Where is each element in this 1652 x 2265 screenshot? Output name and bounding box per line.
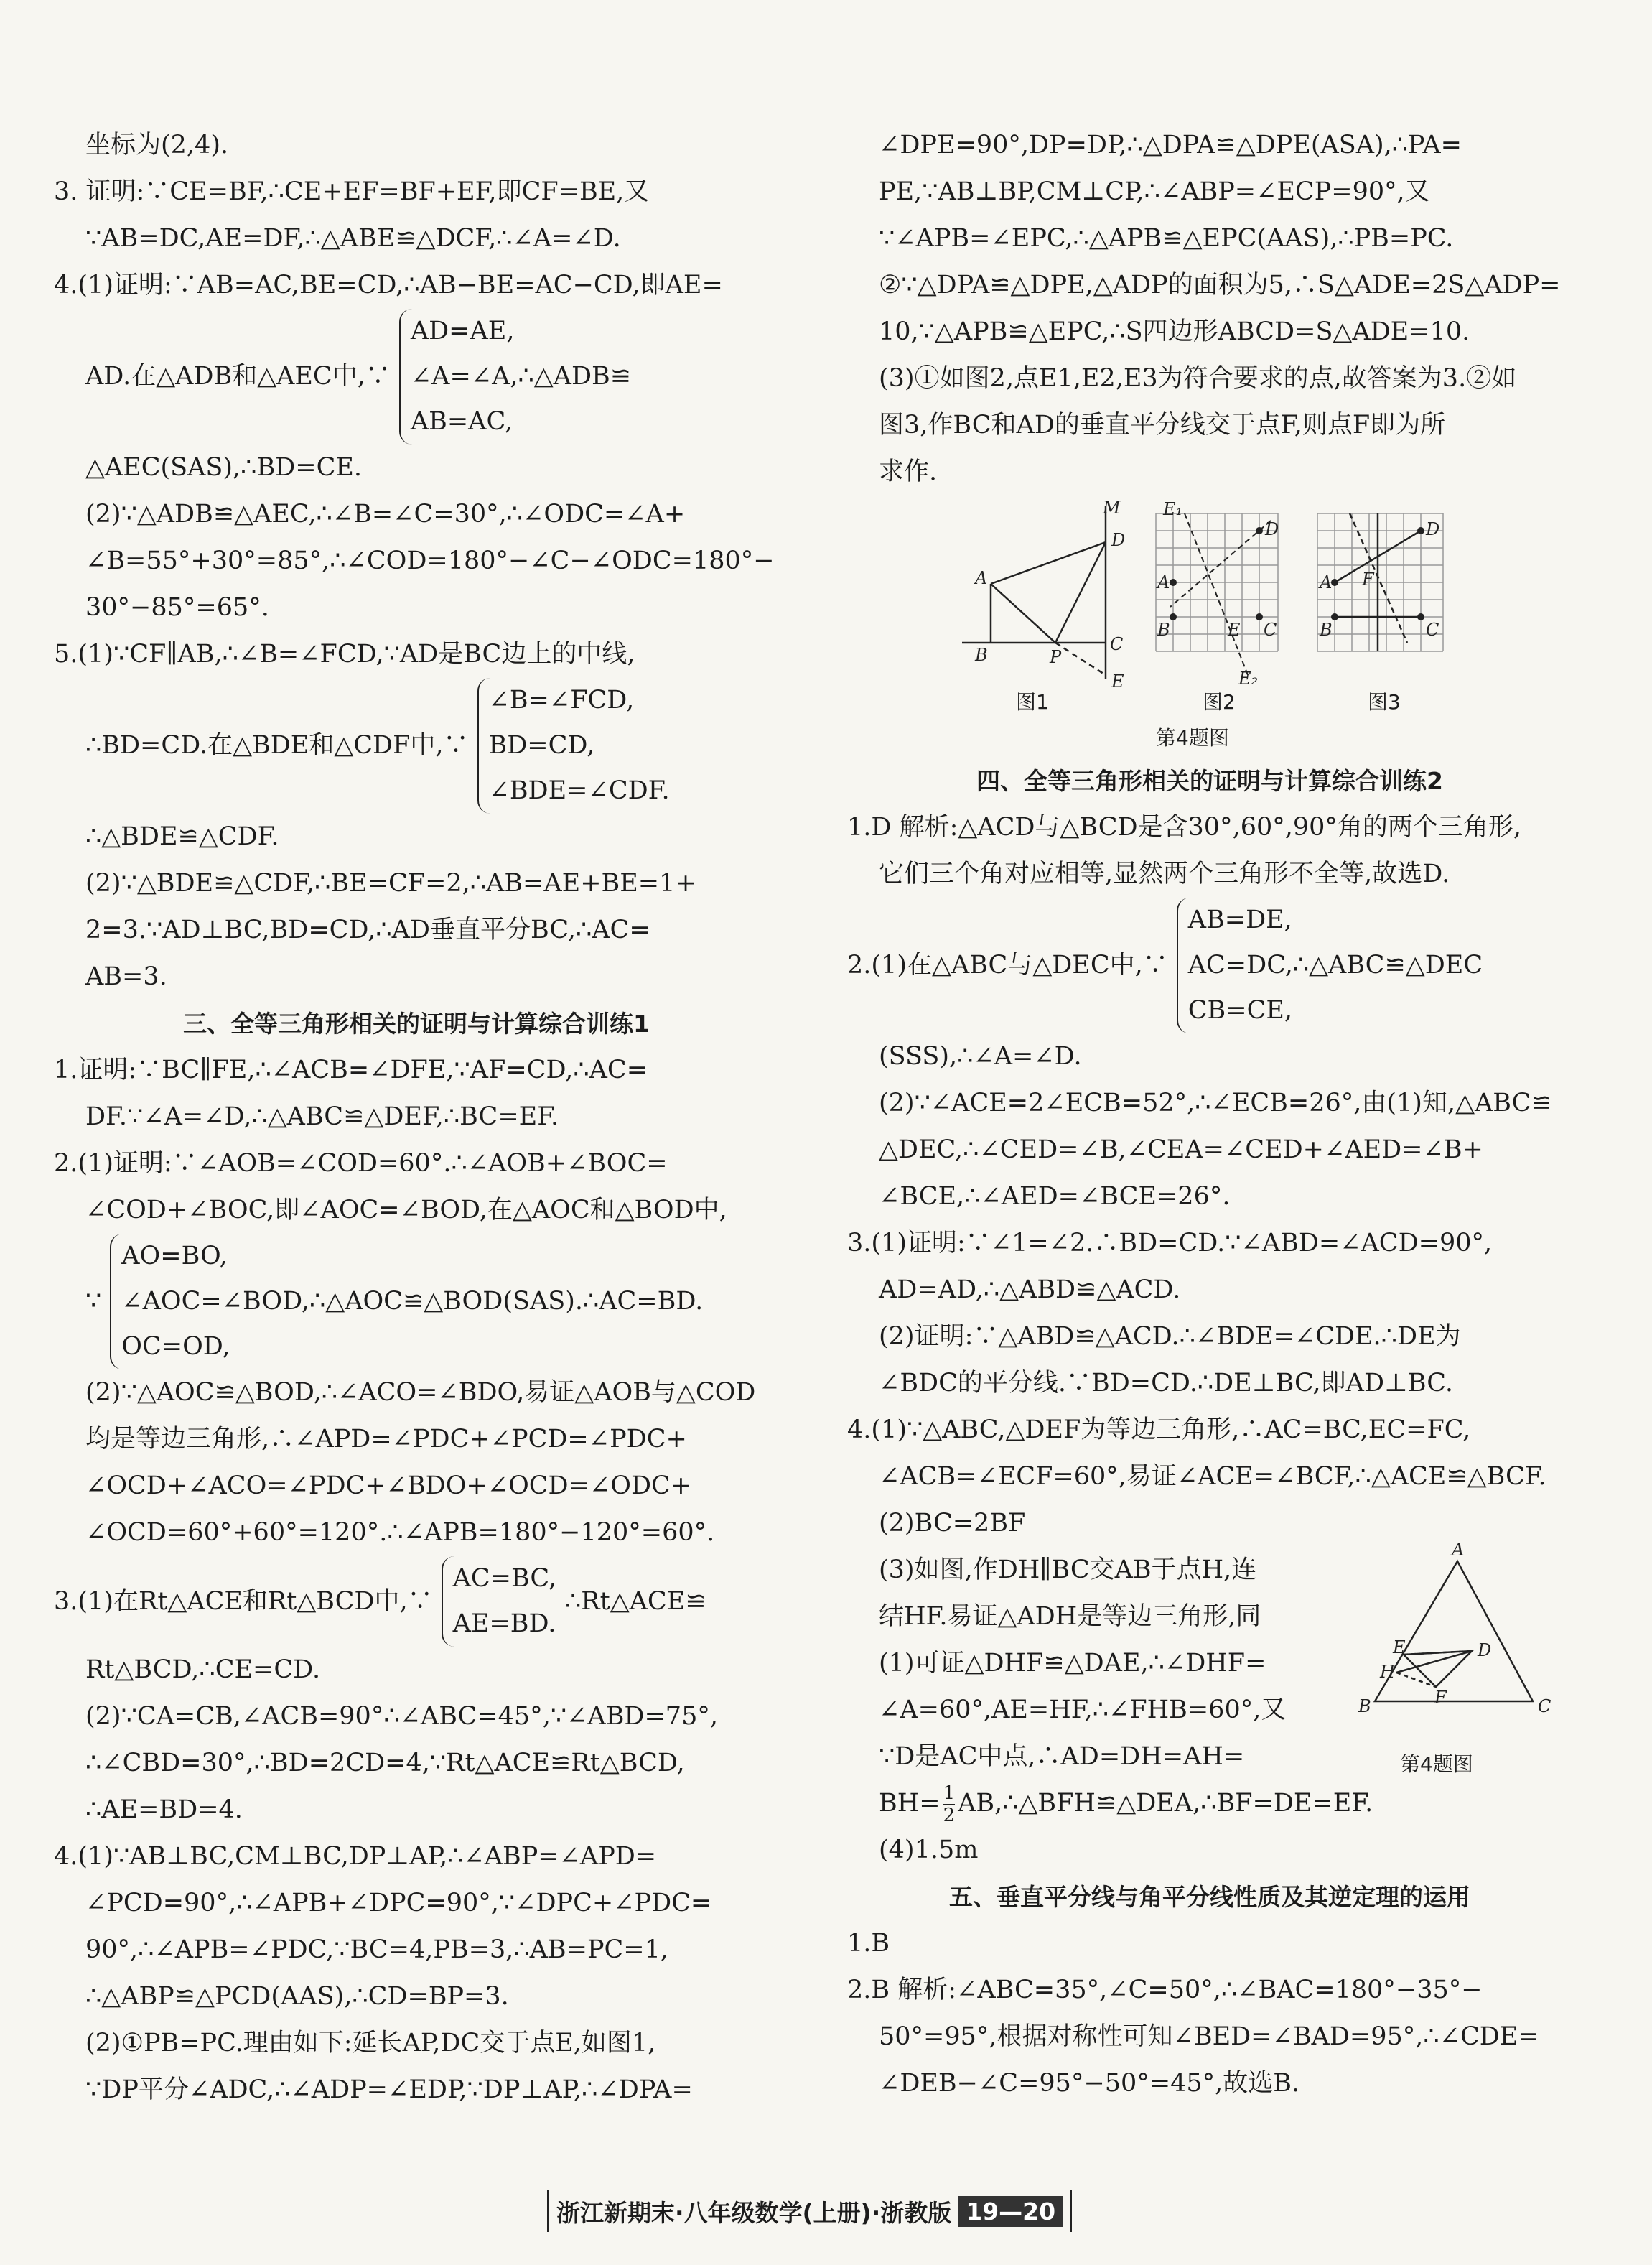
fig2-label-c: C [1264,620,1277,640]
fig3-point-c [1417,613,1424,620]
fig1-label-d: D [1111,530,1126,550]
section-heading: 四、全等三角形相关的证明与计算综合训练2 [976,767,1443,795]
fig1-label-m: M [1103,499,1121,518]
system-line: AD=AE, [410,317,515,345]
left-column [54,122,779,2113]
fig2-label-d: D [1265,519,1279,539]
system-prefix: 2.(1)在△ABC与△DEC中,∵ [847,951,1168,980]
text-line: ②∵△DPA≌△DPE,△ADP的面积为5,∴S△ADE=2S△ADP= [879,271,1561,299]
system-prefix: 3.(1)在Rt△ACE和Rt△BCD中,∵ [54,1586,433,1616]
text-line: 坐标为(2,4). [85,131,229,159]
system-line: OC=OD, [121,1332,230,1361]
text-line: 1.B [847,1929,890,1958]
system-line: ∠B=∠FCD, [488,686,635,715]
tri-def [1404,1651,1472,1687]
brace-group [477,678,670,814]
page-footer [547,2190,1072,2232]
fig3-label-f: F [1362,569,1374,590]
text-line: (3)如图,作DH∥BC交AB于点H,连 [879,1555,1257,1584]
text-line: ∠OCD+∠ACO=∠PDC+∠BDO+∠OCD=∠ODC+ [85,1471,692,1500]
text-line: ∴△ABP≌△PCD(AAS),∴CD=BP=3. [85,1982,509,2011]
fraction-denominator: 2 [943,1805,956,1826]
text-line: ∠DPE=90°,DP=DP,∴△DPA≌△DPE(ASA),∴PA= [879,131,1462,159]
text-line: ∠BDC的平分线.∵BD=CD.∴DE⊥BC,即AD⊥BC. [879,1369,1453,1397]
text-line: 90°,∴∠APB=∠PDC,∵BC=4,PB=3,∴AB=PC=1, [85,1935,668,1964]
fig1-label-b: B [975,645,988,665]
brace-group [442,1556,556,1647]
text-line: ∴∠CBD=30°,∴BD=2CD=4,∵Rt△ACE≌Rt△BCD, [85,1749,685,1777]
equation-system [85,678,779,814]
system-line: ∠AOC=∠BOD,∴△AOC≌△BOD(SAS).∴AC=BD. [121,1287,704,1316]
system-line: ∠A=∠A,∴△ADB≌ [410,362,632,391]
tri-abc [1375,1561,1533,1701]
text-line: (1)可证△DHF≌△DAE,∴∠DHF= [879,1649,1266,1678]
tri-label-a: A [1452,1540,1465,1560]
tri-label-c: C [1538,1696,1551,1716]
figure-q4-group [847,499,1572,758]
text-line: ∠OCD=60°+60°=120°.∴∠APB=180°−120°=60°. [85,1518,715,1547]
text-line: AD=AD,∴△ABD≌△ACD. [879,1275,1181,1304]
text-line: (3)①如图2,点E1,E2,E3为符合要求的点,故答案为3.②如 [879,364,1517,393]
bh-prefix: BH= [879,1789,941,1818]
text-line: 4.(1)证明:∵AB=AC,BE=CD,∴AB−BE=AC−CD,即AE= [54,271,723,299]
footer-title: 浙江新期末·八年级数学(上册)·浙教版 [556,2198,952,2227]
fig1-line-pe [1055,643,1106,675]
fig2-label-a: A [1157,572,1170,592]
text-line: ∠ACB=∠ECF=60°,易证∠ACE=∠BCF,∴△ACE≌△BCF. [879,1462,1546,1491]
section-heading: 五、垂直平分线与角平分线性质及其逆定理的运用 [949,1883,1470,1911]
system-line: AC=BC, [452,1564,557,1593]
system-prefix: AD.在△ADB和△AEC中,∵ [85,362,391,391]
fig3-point-a [1331,579,1338,586]
text-line: (2)BC=2BF [879,1509,1026,1538]
equation-system [85,1234,779,1369]
text-line: 它们三个角对应相等,显然两个三角形不全等,故选D. [879,860,1450,888]
text-line: 3. 证明:∵CE=BF,∴CE+EF=BF+EF,即CF=BE,又 [54,177,650,206]
text-line: (2)证明:∵△ABD≌△ACD.∴∠BDE=∠CDE.∴DE为 [879,1322,1461,1351]
fig2-label-e1: E₁ [1163,499,1183,519]
text-line: 均是等边三角形,∴∠APD=∠PDC+∠PCD=∠PDC+ [85,1425,687,1454]
tri-label-f: F [1434,1688,1447,1708]
fig2-point-b [1170,613,1177,620]
brace-group [1177,898,1483,1033]
bh-suffix: AB,∴△BFH≌△DEA,∴BF=DE=EF. [958,1789,1373,1818]
system-prefix: ∵ [85,1287,102,1316]
system-line: BD=CD, [488,731,595,760]
figure-q4-triangle [1350,1540,1558,1741]
fraction-numerator: 1 [943,1782,956,1804]
fig2-point-a [1170,579,1177,586]
system-suffix: ∴Rt△ACE≌ [565,1586,706,1616]
text-line: 3.(1)证明:∵∠1=∠2.∴BD=CD.∵∠ABD=∠ACD=90°, [847,1229,1493,1257]
fig-label-2: 图2 [1203,690,1236,714]
system-line: AO=BO, [121,1242,228,1270]
text-line: ∠A=60°,AE=HF,∴∠FHB=60°,又 [879,1696,1287,1724]
text-line: DF.∵∠A=∠D,∴△ABC≌△DEF,∴BC=EF. [85,1102,559,1131]
brace-group [399,309,631,445]
fig3-point-d [1417,527,1424,534]
text-line: (2)∵CA=CB,∠ACB=90°∴∠ABC=45°,∵∠ABD=75°, [85,1702,718,1731]
fig2-point-c [1256,613,1263,620]
text-line: 1.证明:∵BC∥FE,∴∠ACB=∠DFE,∵AF=CD,∴AC= [54,1056,648,1084]
system-line: AE=BD. [452,1609,556,1638]
system-line: AB=AC, [410,407,513,436]
text-line: 4.(1)∵△ABC,△DEF为等边三角形,∴AC=BC,EC=FC, [847,1415,1471,1444]
text-line: ∠DEB−∠C=95°−50°=45°,故选B. [879,2069,1300,2098]
fig3-label-b: B [1320,620,1333,640]
tri-label-b: B [1358,1696,1371,1716]
text-line: 5.(1)∵CF∥AB,∴∠B=∠FCD,∵AD是BC边上的中线, [54,640,635,669]
text-line: 1.D 解析:△ACD与△BCD是含30°,60°,90°角的两个三角形, [847,813,1522,842]
fig2-dashed-line-1 [1185,513,1249,679]
text-line: (2)∵∠ACE=2∠ECB=52°,∴∠ECB=26°,由(1)知,△ABC≌ [879,1089,1552,1117]
fig2-point-d [1256,527,1263,534]
fig-label-3: 图3 [1368,690,1401,714]
text-line: 50°=95°,根据对称性可知∠BED=∠BAD=95°,∴∠CDE= [879,2022,1539,2051]
figure-caption-q4: 第4题图 [1400,1752,1473,1776]
system-prefix: ∴BD=CD.在△BDE和△CDF中,∵ [85,731,469,760]
text-line: (4)1.5m [879,1836,979,1864]
text-line: AB=3. [85,962,167,991]
text-line: 2=3.∵AD⊥BC,BD=CD,∴AD垂直平分BC,∴AC= [85,916,650,944]
text-line: 10,∵△APB≌△EPC,∴S四边形ABCD=S△ADE=10. [879,317,1470,346]
text-line: (2)∵△AOC≌△BOD,∴∠ACO=∠BDO,易证△AOB与△COD [85,1378,756,1407]
fig2-dashed-line-2 [1170,521,1271,607]
text-line: ∴AE=BD=4. [85,1795,243,1824]
tri-label-e: E [1393,1637,1406,1657]
fraction-half [943,1782,956,1826]
text-line: (SSS),∴∠A=∠D. [879,1042,1082,1071]
text-line: Rt△BCD,∴CE=CD. [85,1655,321,1684]
text-line: ∠PCD=90°,∴∠APB+∠DPC=90°,∵∠DPC+∠PDC= [85,1889,712,1917]
text-line: 结HF.易证△ADH是等边三角形,同 [879,1602,1261,1631]
fig1-label-e: E [1111,671,1124,692]
fig1-label-a: A [975,568,988,588]
fig3-label-c: C [1426,620,1439,640]
fig3-label-a: A [1320,572,1333,592]
fig2-label-b: B [1157,620,1170,640]
text-line: △DEC,∴∠CED=∠B,∠CEA=∠CED+∠AED=∠B+ [879,1135,1483,1164]
fig3-label-d: D [1426,519,1440,539]
page-number: 19—20 [958,2196,1063,2227]
equation-system [85,309,779,445]
fig1-label-p: P [1050,647,1062,667]
figure-caption: 第4题图 [1156,726,1229,750]
text-line: 图3,作BC和AD的垂直平分线交于点F,则点F即为所 [879,411,1446,439]
brace-group [110,1234,703,1369]
text-line: 30°−85°=65°. [85,593,269,622]
text-line: 2.B 解析:∠ABC=35°,∠C=50°,∴∠BAC=180°−35°− [847,1976,1483,2004]
tri-label-d: D [1478,1640,1492,1660]
text-line: (2)①PB=PC.理由如下:延长AP,DC交于点E,如图1, [85,2029,656,2057]
fig-label-1: 图1 [1016,690,1049,714]
text-line: ∵AB=DC,AE=DF,∴△ABE≌△DCF,∴∠A=∠D. [85,224,621,253]
text-line: ∠COD+∠BOC,即∠AOC=∠BOD,在△AOC和△BOD中, [85,1196,727,1224]
equation-system [847,898,1572,1033]
text-line: PE,∵AB⊥BP,CM⊥CP,∴∠ABP=∠ECP=90°,又 [879,177,1430,206]
fig1-label-c: C [1110,634,1124,654]
text-line: △AEC(SAS),∴BD=CE. [85,453,363,482]
fig1-line-ap [991,584,1055,643]
system-line: ∠BDE=∠CDF. [488,776,670,805]
fig2-label-e2: E₂ [1238,669,1259,689]
text-line: 4.(1)∵AB⊥BC,CM⊥BC,DP⊥AP,∴∠ABP=∠APD= [54,1842,657,1871]
q4-block [847,1540,1572,1780]
text-line: ∵D是AC中点,∴AD=DH=AH= [879,1742,1245,1771]
tri-label-h: H [1380,1662,1395,1682]
system-line: AB=DE, [1187,906,1292,934]
text-line: ∵∠APB=∠EPC,∴△APB≌△EPC(AAS),∴PB=PC. [879,224,1454,253]
system-line: AC=DC,∴△ABC≌△DEC [1187,951,1483,980]
section-heading: 三、全等三角形相关的证明与计算综合训练1 [183,1010,650,1038]
text-line: ∴△BDE≌△CDF. [85,822,279,851]
equation-system [54,1556,779,1647]
text-line: ∵DP平分∠ADC,∴∠ADP=∠EDP,∵DP⊥AP,∴∠DPA= [85,2075,693,2104]
fig2-label-e: E [1228,620,1241,640]
text-line: (2)∵△ADB≌△AEC,∴∠B=∠C=30°,∴∠ODC=∠A+ [85,500,686,529]
text-line: 2.(1)证明:∵∠AOB=∠COD=60°.∴∠AOB+∠BOC= [54,1149,668,1178]
text-line: 求作. [879,457,938,486]
text-line: (2)∵△BDE≌△CDF,∴BE=CF=2,∴AB=AE+BE=1+ [85,869,696,898]
system-line: CB=CE, [1187,996,1293,1025]
text-line: ∠BCE,∴∠AED=∠BCE=26°. [879,1182,1231,1211]
text-line: ∠B=55°+30°=85°,∴∠COD=180°−∠C−∠ODC=180°− [85,547,775,575]
right-column [847,122,1572,2107]
